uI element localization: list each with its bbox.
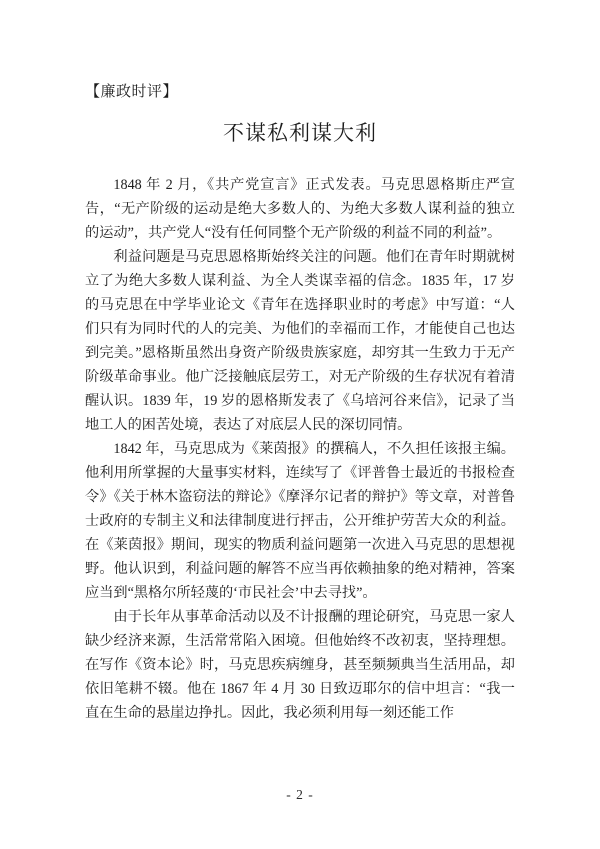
page-number: - 2 - <box>286 787 314 802</box>
paragraph-1: 1848 年 2 月，《共产党宣言》正式发表。马克思恩格斯庄严宣告，“无产阶级的运动是绝大多数人的、为绝大多数人谋利益的独立的运动”，共产党人“没有任何同整个无产阶级的利益不同的利益”。 <box>85 177 515 241</box>
document-content <box>85 84 515 725</box>
paragraph-3: 1842 年，马克思成为《莱茵报》的撰稿人，不久担任该报主编。他利用所掌握的大量事实材料，连续写了《评普鲁士最近的书报检查令》《关于林木盗窃法的辩论》《摩泽尔记者的辩护》等文章，对普鲁士政府的专制主义和法律制度进行抨击，公开维护劳苦大众的利益。在《莱茵报》期间，现实的物质利益问题第一次进入马克思的思想视野。他认识到，利益问题的解答不应当再依赖抽象的绝对精神，答案应当到“黑格尔所轻蔑的‘市民社会’中去寻找”。 <box>85 441 515 601</box>
page-title: 不谋私利谋大利 <box>223 121 377 145</box>
document-body <box>85 173 515 725</box>
paragraph-4: 由于长年从事革命活动以及不计报酬的理论研究，马克思一家人缺少经济来源，生活常常陷入困境。但他始终不改初衷，坚持理想。在写作《资本论》时，马克思疾病缠身，甚至频频典当生活用品，却依旧笔耕不辍。他在 1867 年 4 月 30 日致迈耶尔的信中坦言：“我一直在生命的悬崖边挣扎。因此，我必须利用每一刻还能工作 <box>85 609 515 721</box>
category-tag: 【廉政时评】 <box>85 84 179 100</box>
paragraph-2: 利益问题是马克思恩格斯始终关注的问题。他们在青年时期就树立了为绝大多数人谋利益、为全人类谋幸福的信念。1835 年，17 岁的马克思在中学毕业论文《青年在选择职业时的考虑》中写道：“人们只有为同时代的人的完美、为他们的幸福而工作，才能使自己也达到完美。”恩格斯虽然出身资产阶级贵族家庭，却穷其一生致力于无产阶级革命事业。他广泛接触底层劳工，对无产阶级的生存状况有着清醒认识。1839 年，19 岁的恩格斯发表了《乌培河谷来信》，记录了当地工人的困苦处境，表达了对底层人民的深切同情。 <box>85 249 515 433</box>
